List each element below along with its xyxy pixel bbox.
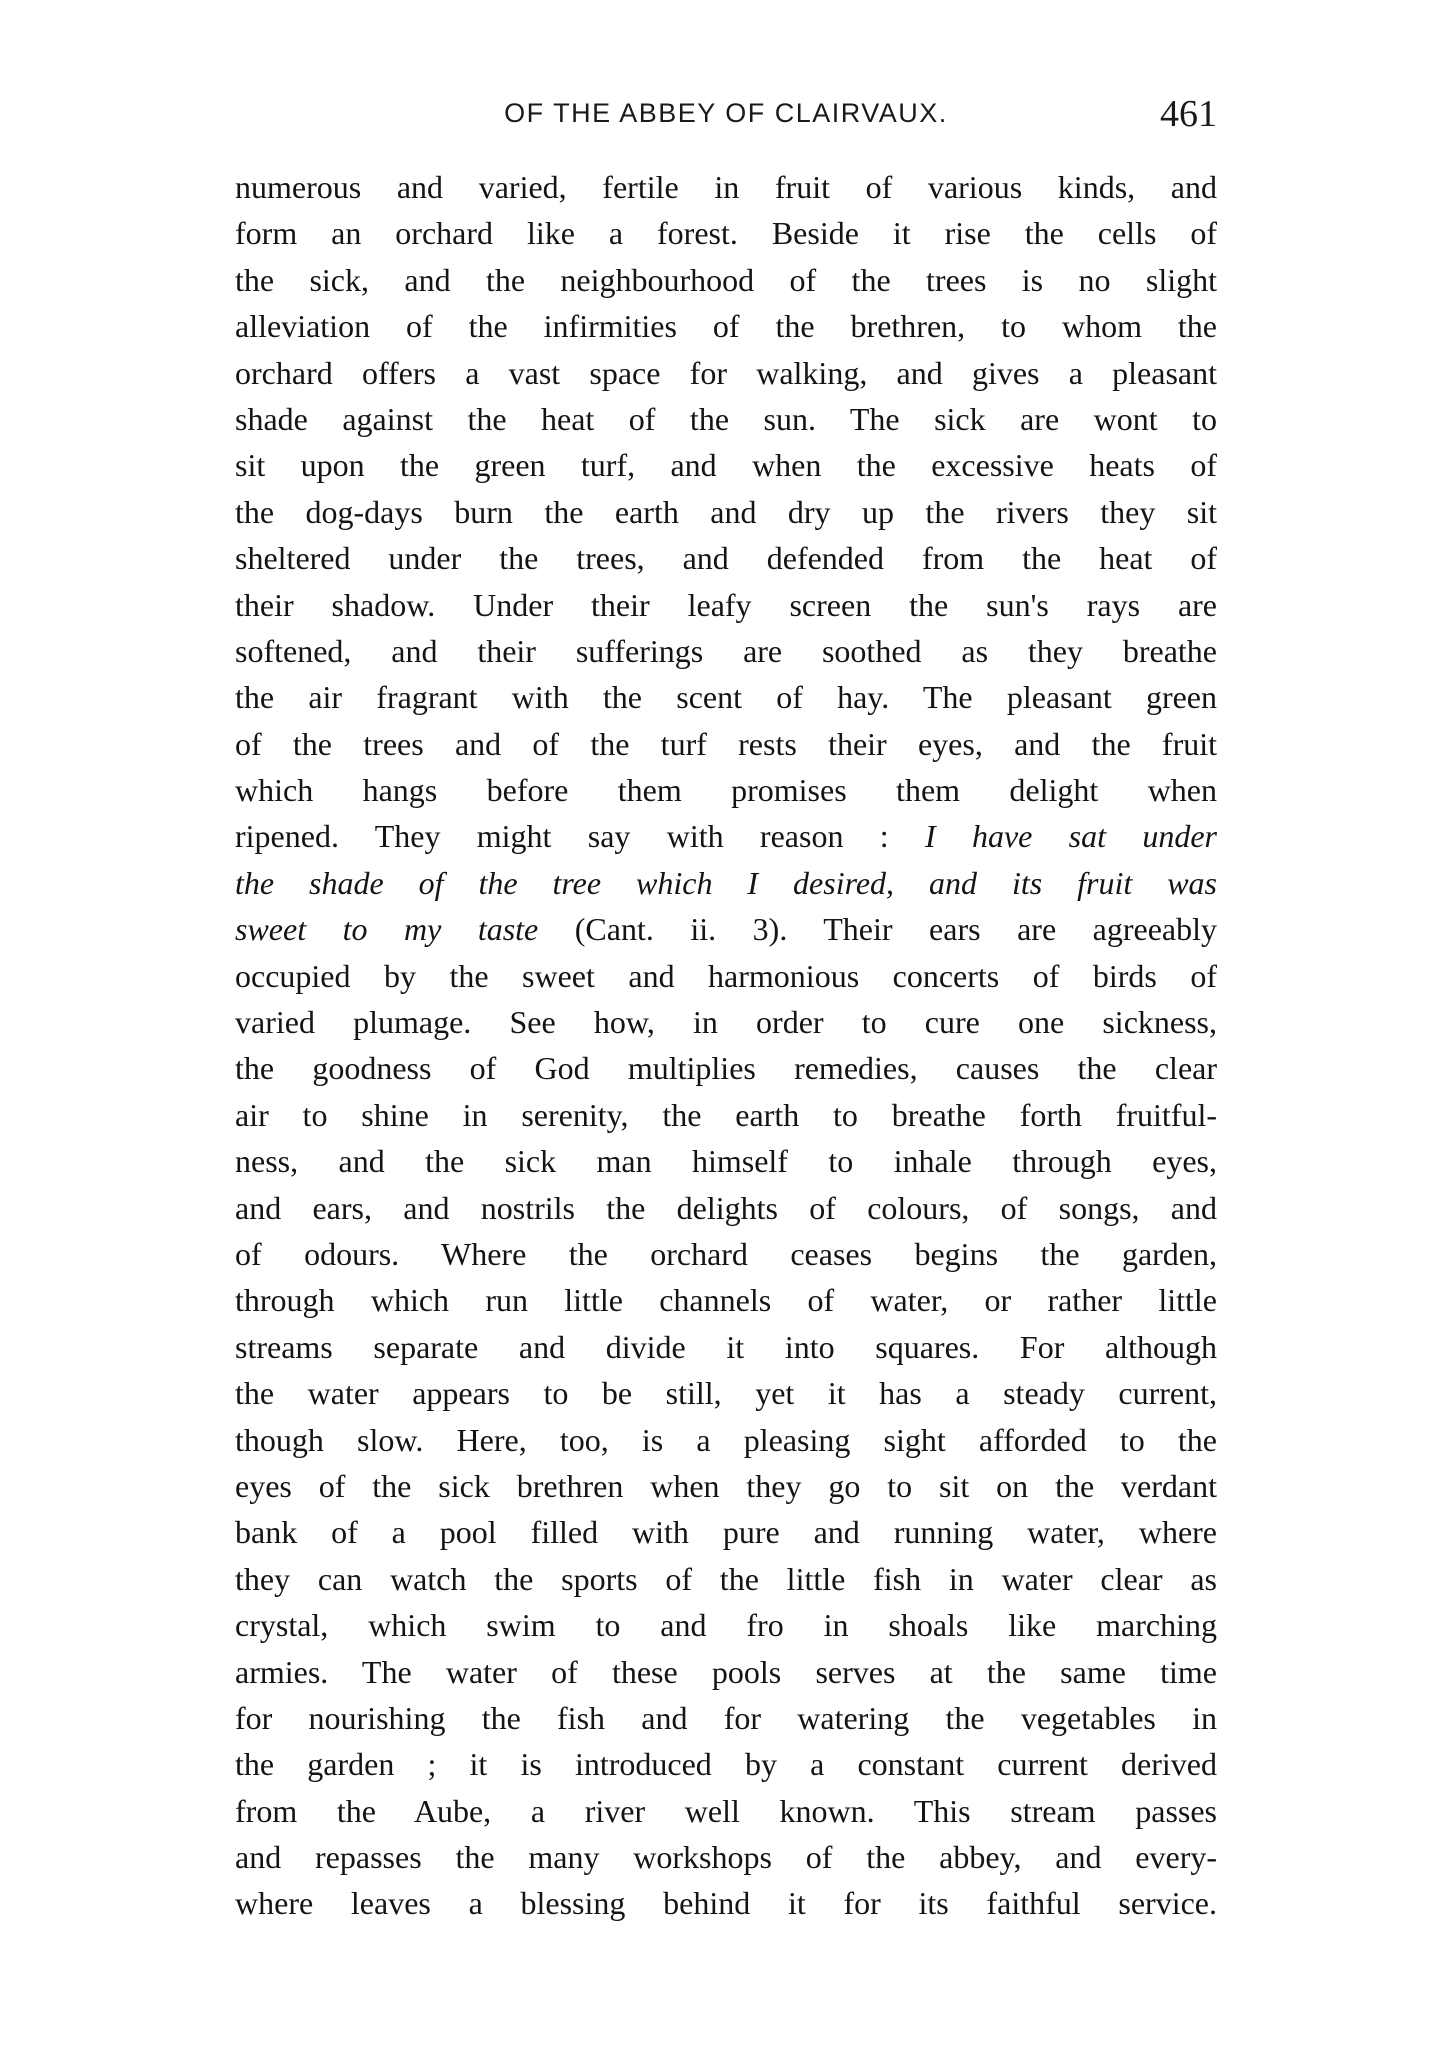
text-segment: softened, and their sufferings are soothed as they breathe bbox=[235, 632, 1217, 669]
text-line bbox=[235, 1370, 1217, 1416]
text-line bbox=[235, 535, 1217, 581]
text-line bbox=[235, 1880, 1217, 1926]
italic-quotation: sweet to my taste bbox=[235, 911, 539, 948]
text-line bbox=[235, 721, 1217, 767]
text-line bbox=[235, 303, 1217, 349]
text-line bbox=[235, 442, 1217, 488]
text-segment: form an orchard like a forest. Beside it rise the cells of bbox=[235, 215, 1217, 252]
text-segment: occupied by the sweet and harmonious concerts of birds of bbox=[235, 957, 1217, 994]
text-segment: the sick, and the neighbourhood of the trees is no slight bbox=[235, 261, 1217, 298]
text-segment: sit upon the green turf, and when the excessive heats of bbox=[235, 447, 1217, 484]
text-segment: though slow. Here, too, is a pleasing sight afforded to the bbox=[235, 1421, 1217, 1458]
text-segment: of odours. Where the orchard ceases begins the garden, bbox=[235, 1235, 1217, 1272]
text-segment: shade against the heat of the sun. The sick are wont to bbox=[235, 400, 1217, 437]
text-line bbox=[235, 1788, 1217, 1834]
text-segment: streams separate and divide it into squares. For although bbox=[235, 1328, 1217, 1365]
text-segment: bank of a pool filled with pure and running water, where bbox=[235, 1514, 1217, 1551]
text-segment: numerous and varied, fertile in fruit of various kinds, and bbox=[235, 169, 1217, 205]
text-line bbox=[235, 396, 1217, 442]
text-segment: (Cant. ii. 3). Their ears are agreeably bbox=[538, 911, 1217, 948]
text-line bbox=[235, 164, 1217, 210]
text-segment: where leaves a blessing behind it for its faithful service. bbox=[235, 1885, 1217, 1922]
text-segment: from the Aube, a river well known. This stream passes bbox=[235, 1792, 1217, 1829]
text-line bbox=[235, 1092, 1217, 1138]
running-header bbox=[235, 92, 1217, 142]
text-segment: the water appears to be still, yet it has a steady current, bbox=[235, 1375, 1217, 1412]
text-line bbox=[235, 210, 1217, 256]
text-line bbox=[235, 1277, 1217, 1323]
text-segment: sheltered under the trees, and defended from the heat of bbox=[235, 540, 1217, 577]
text-line bbox=[235, 1463, 1217, 1509]
italic-quotation: the shade of the tree which I desired, and its fruit was bbox=[235, 864, 1217, 901]
text-line bbox=[235, 1138, 1217, 1184]
text-line bbox=[235, 1834, 1217, 1880]
text-line bbox=[235, 953, 1217, 999]
text-segment: which hangs before them promises them delight when bbox=[235, 772, 1217, 809]
text-line bbox=[235, 1649, 1217, 1695]
text-segment: of the trees and of the turf rests their eyes, and the fruit bbox=[235, 725, 1217, 762]
text-segment: ness, and the sick man himself to inhale through eyes, bbox=[235, 1143, 1217, 1180]
text-line bbox=[235, 257, 1217, 303]
text-line bbox=[235, 860, 1217, 906]
text-line bbox=[235, 674, 1217, 720]
text-line bbox=[235, 350, 1217, 396]
text-segment: eyes of the sick brethren when they go to sit on the verdant bbox=[235, 1467, 1217, 1504]
text-line bbox=[235, 628, 1217, 674]
text-line bbox=[235, 1556, 1217, 1602]
text-line bbox=[235, 767, 1217, 813]
text-segment: crystal, which swim to and fro in shoals like marching bbox=[235, 1607, 1217, 1644]
page-number: 461 bbox=[1160, 93, 1217, 135]
text-line bbox=[235, 999, 1217, 1045]
body-text bbox=[235, 164, 1217, 1927]
text-segment: and repasses the many workshops of the abbey, and every- bbox=[235, 1839, 1217, 1876]
text-line bbox=[235, 1324, 1217, 1370]
text-segment: the goodness of God multiplies remedies, causes the clear bbox=[235, 1050, 1217, 1087]
text-segment: through which run little channels of water, or rather little bbox=[235, 1282, 1217, 1319]
text-line bbox=[235, 1509, 1217, 1555]
text-line bbox=[235, 489, 1217, 535]
text-line bbox=[235, 906, 1217, 952]
running-title: OF THE ABBEY OF CLAIRVAUX. bbox=[504, 98, 948, 128]
text-line bbox=[235, 813, 1217, 859]
text-segment: they can watch the sports of the little fish in water clear as bbox=[235, 1560, 1217, 1597]
text-segment: for nourishing the fish and for watering the vegetables in bbox=[235, 1699, 1217, 1736]
text-line bbox=[235, 1185, 1217, 1231]
text-segment: the air fragrant with the scent of hay. The pleasant green bbox=[235, 679, 1217, 716]
text-segment: alleviation of the infirmities of the brethren, to whom the bbox=[235, 308, 1217, 345]
text-segment: air to shine in serenity, the earth to breathe forth fruitful- bbox=[235, 1096, 1217, 1133]
text-segment: their shadow. Under their leafy screen the sun's rays are bbox=[235, 586, 1217, 623]
text-line bbox=[235, 1045, 1217, 1091]
text-line bbox=[235, 1602, 1217, 1648]
text-segment: varied plumage. See how, in order to cure one sickness, bbox=[235, 1004, 1217, 1041]
text-segment: the garden ; it is introduced by a constant current derived bbox=[235, 1746, 1217, 1783]
text-segment: armies. The water of these pools serves at the same time bbox=[235, 1653, 1217, 1690]
text-segment: and ears, and nostrils the delights of colours, of songs, and bbox=[235, 1189, 1217, 1226]
text-line bbox=[235, 582, 1217, 628]
italic-quotation: I have sat under bbox=[924, 818, 1217, 855]
text-line bbox=[235, 1231, 1217, 1277]
text-line bbox=[235, 1741, 1217, 1787]
text-segment: the dog-days burn the earth and dry up the rivers they sit bbox=[235, 493, 1217, 530]
text-line bbox=[235, 1417, 1217, 1463]
text-segment: ripened. They might say with reason : bbox=[235, 818, 925, 855]
text-line bbox=[235, 1695, 1217, 1741]
text-segment: orchard offers a vast space for walking, and gives a pleasant bbox=[235, 354, 1217, 391]
